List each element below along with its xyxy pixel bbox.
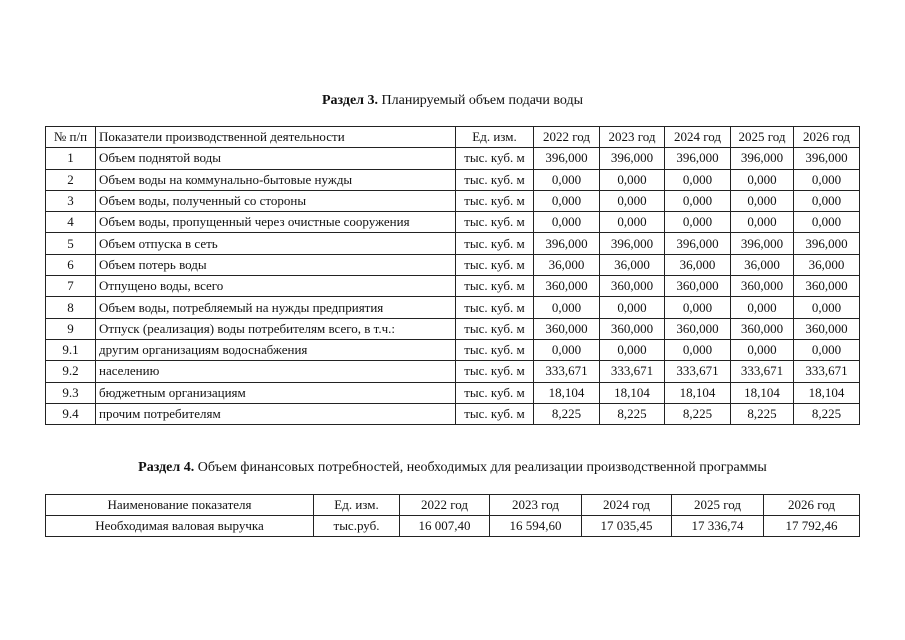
value-2025: 360,000 <box>731 318 794 339</box>
row-number: 4 <box>46 212 96 233</box>
table-row <box>46 361 860 382</box>
value-2026: 0,000 <box>794 339 860 360</box>
row-unit: тыс. куб. м <box>456 403 534 424</box>
value-2024: 0,000 <box>665 339 731 360</box>
value-2024: 396,000 <box>665 148 731 169</box>
value-2026: 396,000 <box>794 148 860 169</box>
value-2022: 396,000 <box>534 148 600 169</box>
header-year-2024: 2024 год <box>582 495 672 516</box>
value-2024: 0,000 <box>665 190 731 211</box>
value-2023: 396,000 <box>600 233 665 254</box>
value-2022: 360,000 <box>534 276 600 297</box>
value-2024: 17 035,45 <box>582 516 672 537</box>
row-indicator-name: Отпуск (реализация) воды потребителям всего, в т.ч.: <box>96 318 456 339</box>
value-2022: 396,000 <box>534 233 600 254</box>
row-unit: тыс. куб. м <box>456 382 534 403</box>
value-2026: 396,000 <box>794 233 860 254</box>
row-indicator-name: прочим потребителям <box>96 403 456 424</box>
value-2025: 396,000 <box>731 148 794 169</box>
value-2025: 8,225 <box>731 403 794 424</box>
row-number: 2 <box>46 169 96 190</box>
row-indicator-name: Объем потерь воды <box>96 254 456 275</box>
row-number: 9 <box>46 318 96 339</box>
row-unit: тыс. куб. м <box>456 148 534 169</box>
table-row <box>46 190 860 211</box>
header-year-2025: 2025 год <box>731 127 794 148</box>
row-unit: тыс. куб. м <box>456 276 534 297</box>
value-2025: 0,000 <box>731 169 794 190</box>
value-2024: 0,000 <box>665 297 731 318</box>
row-unit: тыс. куб. м <box>456 212 534 233</box>
row-unit: тыс. куб. м <box>456 169 534 190</box>
value-2025: 18,104 <box>731 382 794 403</box>
value-2026: 360,000 <box>794 276 860 297</box>
section-3-title <box>0 92 905 110</box>
value-2023: 0,000 <box>600 339 665 360</box>
table-row <box>46 516 860 537</box>
value-2022: 8,225 <box>534 403 600 424</box>
value-2026: 333,671 <box>794 361 860 382</box>
table-row <box>46 233 860 254</box>
row-number: 9.1 <box>46 339 96 360</box>
table-header-row <box>46 495 860 516</box>
row-unit: тыс. куб. м <box>456 339 534 360</box>
header-unit: Ед. изм. <box>314 495 400 516</box>
row-unit: тыс. куб. м <box>456 190 534 211</box>
row-unit: тыс.руб. <box>314 516 400 537</box>
value-2024: 36,000 <box>665 254 731 275</box>
value-2023: 0,000 <box>600 212 665 233</box>
row-indicator-name: Объем поднятой воды <box>96 148 456 169</box>
table-header-row <box>46 127 860 148</box>
section-4-title-text: Объем финансовых потребностей, необходимых для реализации производственной программы <box>197 460 767 475</box>
header-year-2022: 2022 год <box>400 495 490 516</box>
row-unit: тыс. куб. м <box>456 318 534 339</box>
value-2022: 0,000 <box>534 212 600 233</box>
row-indicator-name: другим организациям водоснабжения <box>96 339 456 360</box>
value-2024: 0,000 <box>665 169 731 190</box>
section-4-title-bold: Раздел 4. <box>138 460 195 475</box>
row-indicator-name: Объем воды, пропущенный через очистные сооружения <box>96 212 456 233</box>
row-number: 1 <box>46 148 96 169</box>
section-3-title-bold: Раздел 3. <box>321 93 379 108</box>
value-2023: 8,225 <box>600 403 665 424</box>
value-2024: 8,225 <box>665 403 731 424</box>
table-row <box>46 212 860 233</box>
row-indicator-name: Объем воды, полученный со стороны <box>96 190 456 211</box>
header-year-2023: 2023 год <box>600 127 665 148</box>
value-2023: 0,000 <box>600 190 665 211</box>
row-unit: тыс. куб. м <box>456 297 534 318</box>
row-number: 6 <box>46 254 96 275</box>
value-2022: 333,671 <box>534 361 600 382</box>
value-2022: 16 007,40 <box>400 516 490 537</box>
financial-needs-table <box>45 494 860 537</box>
value-2026: 17 792,46 <box>764 516 860 537</box>
value-2026: 0,000 <box>794 169 860 190</box>
value-2024: 333,671 <box>665 361 731 382</box>
value-2026: 8,225 <box>794 403 860 424</box>
value-2026: 0,000 <box>794 212 860 233</box>
value-2025: 333,671 <box>731 361 794 382</box>
header-year-2026: 2026 год <box>794 127 860 148</box>
row-indicator-name: Отпущено воды, всего <box>96 276 456 297</box>
table-row <box>46 318 860 339</box>
value-2023: 360,000 <box>600 276 665 297</box>
table-row <box>46 339 860 360</box>
value-2025: 396,000 <box>731 233 794 254</box>
value-2026: 18,104 <box>794 382 860 403</box>
value-2022: 18,104 <box>534 382 600 403</box>
row-indicator-name: Объем отпуска в сеть <box>96 233 456 254</box>
value-2026: 0,000 <box>794 190 860 211</box>
table-row <box>46 148 860 169</box>
table-row <box>46 403 860 424</box>
value-2023: 18,104 <box>600 382 665 403</box>
row-indicator-name: населению <box>96 361 456 382</box>
value-2026: 36,000 <box>794 254 860 275</box>
header-year-2022: 2022 год <box>534 127 600 148</box>
row-unit: тыс. куб. м <box>456 361 534 382</box>
value-2023: 333,671 <box>600 361 665 382</box>
value-2025: 360,000 <box>731 276 794 297</box>
value-2024: 0,000 <box>665 212 731 233</box>
value-2022: 36,000 <box>534 254 600 275</box>
value-2025: 36,000 <box>731 254 794 275</box>
value-2023: 360,000 <box>600 318 665 339</box>
table-row <box>46 297 860 318</box>
planned-water-supply-table <box>45 126 860 425</box>
value-2022: 0,000 <box>534 190 600 211</box>
row-unit: тыс. куб. м <box>456 233 534 254</box>
row-indicator-name: Объем воды, потребляемый на нужды предприятия <box>96 297 456 318</box>
value-2023: 16 594,60 <box>490 516 582 537</box>
table-row <box>46 382 860 403</box>
value-2023: 0,000 <box>600 297 665 318</box>
row-number: 9.4 <box>46 403 96 424</box>
row-indicator-name: бюджетным организациям <box>96 382 456 403</box>
value-2026: 0,000 <box>794 297 860 318</box>
header-indicator-name: Наименование показателя <box>46 495 314 516</box>
value-2025: 0,000 <box>731 190 794 211</box>
value-2025: 0,000 <box>731 297 794 318</box>
value-2022: 360,000 <box>534 318 600 339</box>
table-row <box>46 254 860 275</box>
row-number: 5 <box>46 233 96 254</box>
table-row <box>46 276 860 297</box>
row-indicator-name: Объем воды на коммунально-бытовые нужды <box>96 169 456 190</box>
value-2025: 0,000 <box>731 212 794 233</box>
value-2023: 36,000 <box>600 254 665 275</box>
row-number: 7 <box>46 276 96 297</box>
header-indicator: Показатели производственной деятельности <box>96 127 456 148</box>
row-number: 9.2 <box>46 361 96 382</box>
value-2024: 396,000 <box>665 233 731 254</box>
header-num: № п/п <box>46 127 96 148</box>
row-unit: тыс. куб. м <box>456 254 534 275</box>
value-2022: 0,000 <box>534 169 600 190</box>
row-indicator-name: Необходимая валовая выручка <box>46 516 314 537</box>
value-2025: 17 336,74 <box>672 516 764 537</box>
header-year-2026: 2026 год <box>764 495 860 516</box>
header-year-2023: 2023 год <box>490 495 582 516</box>
header-unit: Ед. изм. <box>456 127 534 148</box>
row-number: 8 <box>46 297 96 318</box>
row-number: 9.3 <box>46 382 96 403</box>
value-2024: 18,104 <box>665 382 731 403</box>
header-year-2025: 2025 год <box>672 495 764 516</box>
table-row <box>46 169 860 190</box>
section-4-title <box>0 459 905 477</box>
value-2026: 360,000 <box>794 318 860 339</box>
value-2024: 360,000 <box>665 276 731 297</box>
value-2022: 0,000 <box>534 339 600 360</box>
section-3-title-text: Планируемый объем подачи воды <box>381 93 584 108</box>
value-2023: 396,000 <box>600 148 665 169</box>
value-2024: 360,000 <box>665 318 731 339</box>
header-year-2024: 2024 год <box>665 127 731 148</box>
value-2022: 0,000 <box>534 297 600 318</box>
value-2023: 0,000 <box>600 169 665 190</box>
row-number: 3 <box>46 190 96 211</box>
value-2025: 0,000 <box>731 339 794 360</box>
